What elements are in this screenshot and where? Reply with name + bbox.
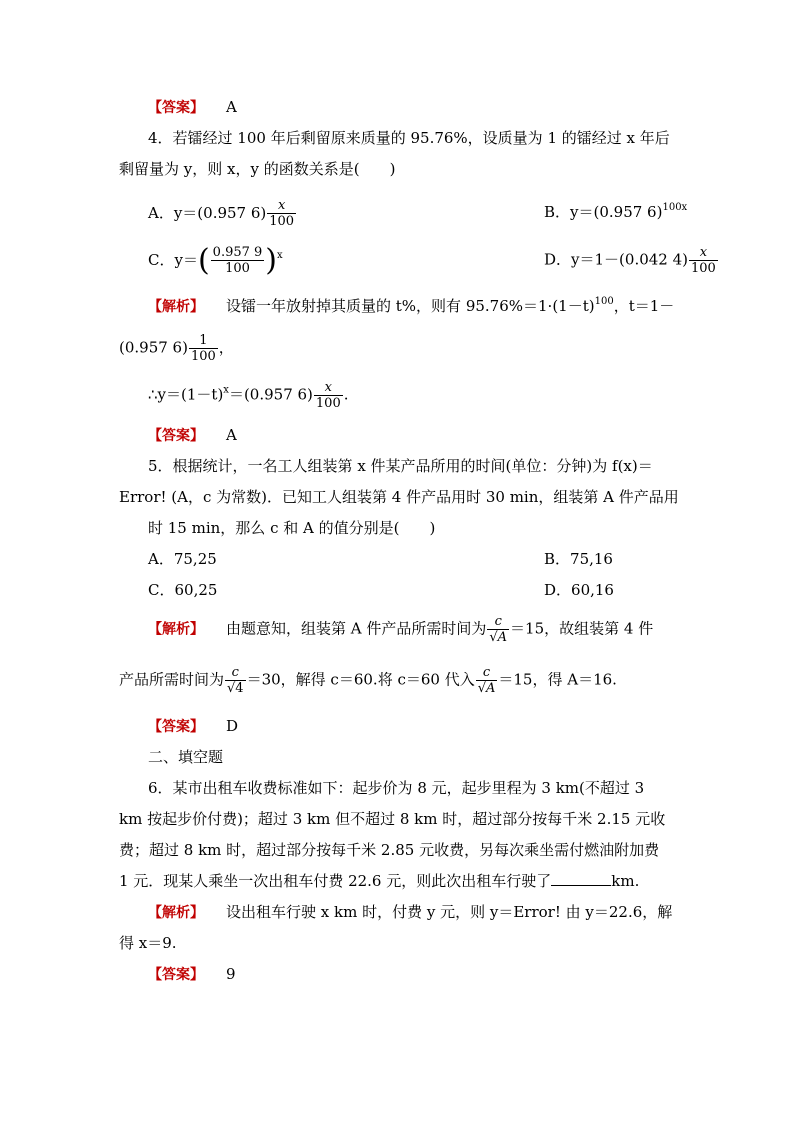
q4-option-a: A．y＝(0.957 6) $\frac{x}{100}$ xyxy=(148,198,295,229)
q5-analysis-line1: 【解析】 由题意知，组装第 A 件产品所需时间为 $\frac{c}{√A}$ ＝15，故组装第 4 件 xyxy=(148,614,654,645)
section-heading: 二、填空题 xyxy=(148,748,224,766)
q5-stem-line3: 时 15 min，那么 c 和 A 的值分别是( ) xyxy=(148,519,436,537)
q6-answer-row xyxy=(148,964,708,985)
analysis-label: 【解析】 xyxy=(148,905,204,921)
answer-label: 【答案】 xyxy=(148,967,204,983)
q4-options-row1 xyxy=(148,198,708,234)
answer-value: D xyxy=(226,717,239,735)
q5-option-d: D．60,16 xyxy=(544,581,614,599)
q5-stem-line2: Error! (A，c 为常数)．已知工人组装第 4 件产品用时 30 min，组装第 A 件产品用 xyxy=(119,488,679,506)
q5-option-a: A．75,25 xyxy=(148,550,217,568)
q6-analysis-line1: 【解析】 设出租车行驶 x km 时，付费 y 元，则 y＝Error! 由 y＝22.6，解 xyxy=(148,903,673,921)
answer-label: 【答案】 xyxy=(148,719,204,735)
q6-stem-line3: 费；超过 8 km 时，超过部分按每千米 2.85 元收费，另每次乘坐需付燃油附加费 xyxy=(119,841,660,859)
q4-analysis-line3: $\therefore y=(1-t)^x=(0.957$ 6) $\frac{x}{100}$ . xyxy=(148,380,349,411)
analysis-label: 【解析】 xyxy=(148,621,204,638)
q5-option-b: B．75,16 xyxy=(544,550,613,568)
fill-in-blank[interactable] xyxy=(551,871,611,886)
q5-stem-line1: 5．根据统计，一名工人组装第 x 件某产品所用的时间(单位：分钟)为 f(x)＝ xyxy=(148,457,653,475)
q4-option-c: C．y＝( $\frac{0.957 9}{100}$ )$^x$ xyxy=(148,242,283,278)
answer-row-prev xyxy=(148,97,708,118)
q6-analysis-line2: 得 x＝9. xyxy=(119,934,177,952)
answer-label: 【答案】 xyxy=(148,100,204,116)
q4-options-row2 xyxy=(148,242,716,281)
q5-option-c: C．60,25 xyxy=(148,581,218,599)
q5-options-row2 xyxy=(148,580,708,600)
q5-options-row1 xyxy=(148,549,708,569)
q4-analysis-line1: 【解析】 设镭一年放射掉其质量的 t%，则有 $95.76\%=1\cdot(1-t)^{100}$，t＝1－ xyxy=(148,296,675,315)
q6-stem-line1: 6．某市出租车收费标准如下：起步价为 8 元，起步里程为 3 km(不超过 3 xyxy=(148,779,645,797)
q4-analysis-line2: (0.957 6) $\frac{1}{100}$ ， xyxy=(119,333,234,364)
q4-answer-row xyxy=(148,425,708,446)
q4-option-b: B．y＝(0.957 6)$^{100x}$ xyxy=(544,202,688,221)
q5-analysis-line2: 产品所需时间为 $\frac{c}{√4}$ ＝30，解得 c＝60.将 c＝60 代入 $\frac{c}{√A}$ ＝15，得 A＝16. xyxy=(119,665,617,696)
q4-stem-line2: 剩留量为 y，则 x，y 的函数关系是( ) xyxy=(119,160,396,178)
q4-stem-line1: 4．若镭经过 100 年后剩留原来质量的 95.76%，设质量为 1 的镭经过 x 年后 xyxy=(148,129,670,147)
q4-option-d: D．y＝1－(0.042 4) $\frac{x}{100}$ xyxy=(544,245,716,276)
q5-answer-row xyxy=(148,716,708,737)
answer-value: 9 xyxy=(226,965,236,983)
q6-stem-line2: km 按起步价付费)；超过 3 km 但不超过 8 km 时，超过部分按每千米 2.15 元收 xyxy=(119,810,666,828)
answer-value: A xyxy=(226,426,237,444)
answer-value: A xyxy=(226,98,237,116)
analysis-label: 【解析】 xyxy=(148,299,204,315)
q6-stem-line4: 1 元．现某人乘坐一次出租车付费 22.6 元，则此次出租车行驶了 km. xyxy=(119,872,640,890)
answer-label: 【答案】 xyxy=(148,428,204,444)
